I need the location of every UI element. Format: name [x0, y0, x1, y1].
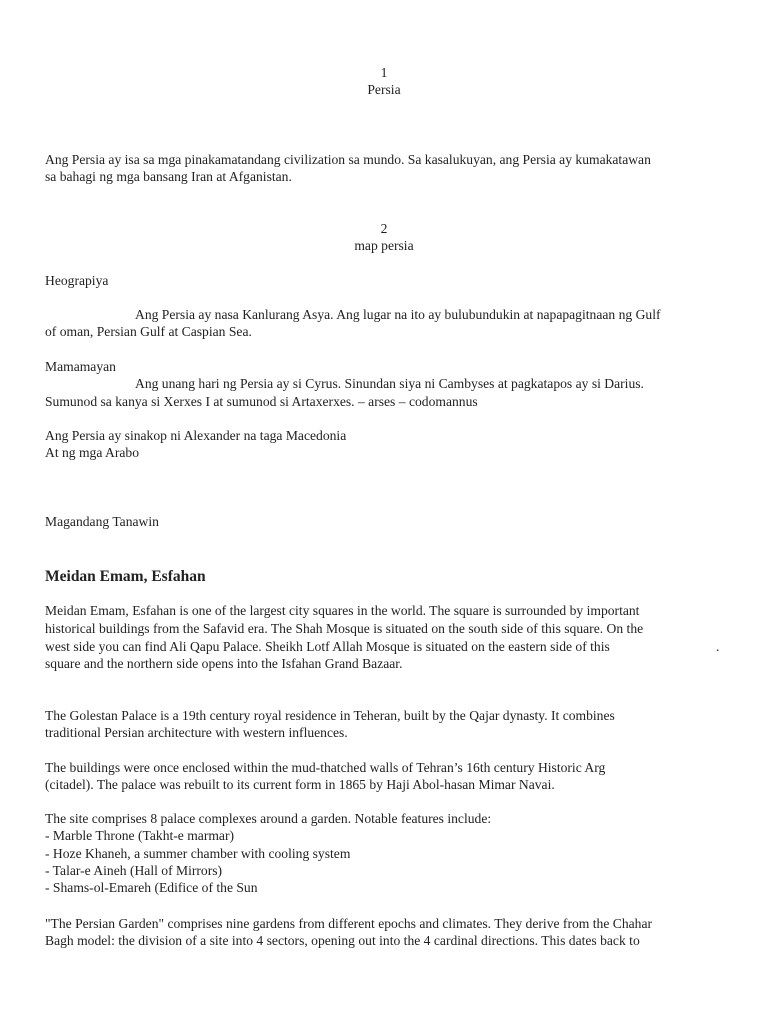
paragraph-line: traditional Persian architecture with western influences. [45, 725, 348, 740]
paragraph-line: sa bahagi ng mga bansang Iran at Afganistan. [45, 169, 292, 184]
paragraph-line: west side you can find Ali Qapu Palace. Sheikh Lotf Allah Mosque is situated on the eastern side of this [45, 639, 610, 654]
section-label: Mamamayan [45, 359, 116, 374]
paragraph-line: Ang Persia ay sinakop ni Alexander na taga Macedonia [45, 428, 347, 443]
list-item: - Talar-e Aineh (Hall of Mirrors) [45, 863, 223, 878]
paragraph-line: The site comprises 8 palace complexes around a garden. Notable features include: [45, 811, 492, 826]
paragraph-line: Ang unang hari ng Persia ay si Cyrus. Sinundan siya ni Cambyses at pagkatapos ay si Darius. [135, 376, 644, 391]
slide-number: 1 [380, 65, 388, 80]
paragraph-line: of oman, Persian Gulf at Caspian Sea. [45, 324, 252, 339]
paragraph-line: Meidan Emam, Esfahan is one of the largest city squares in the world. The square is surrounded by important [45, 603, 640, 618]
paragraph-line: The buildings were once enclosed within the mud-thatched walls of Tehran’s 16th century Historic Arg [45, 760, 606, 775]
paragraph-line: Bagh model: the division of a site into 4 sectors, opening out into the 4 cardinal directions. This dates back to [45, 933, 640, 948]
stray-period: . [716, 639, 720, 654]
list-item: - Hoze Khaneh, a summer chamber with cooling system [45, 846, 351, 861]
paragraph-line: The Golestan Palace is a 19th century royal residence in Teheran, built by the Qajar dynasty. It combines [45, 708, 615, 723]
slide-title: Persia [367, 82, 401, 97]
paragraph-line: square and the northern side opens into the Isfahan Grand Bazaar. [45, 656, 403, 671]
list-item: - Shams-ol-Emareh (Edifice of the Sun [45, 880, 258, 895]
paragraph-line: historical buildings from the Safavid era. The Shah Mosque is situated on the south side of this square. On the [45, 621, 644, 636]
paragraph-line: Sumunod sa kanya si Xerxes I at sumunod si Artaxerxes. – arses – codomannus [45, 394, 478, 409]
section-heading: Meidan Emam, Esfahan [45, 568, 206, 585]
paragraph-line: (citadel). The palace was rebuilt to its current form in 1865 by Haji Abol-hasan Mimar Navai. [45, 777, 555, 792]
section-label: Magandang Tanawin [45, 514, 159, 529]
list-item: - Marble Throne (Takht-e marmar) [45, 828, 235, 843]
paragraph-line: "The Persian Garden" comprises nine gardens from different epochs and climates. They derive from the Chahar [45, 916, 653, 931]
slide-title: map persia [354, 238, 414, 253]
section-label: Heograpiya [45, 273, 109, 288]
paragraph-line: Ang Persia ay isa sa mga pinakamatandang civilization sa mundo. Sa kasalukuyan, ang Persia ay kumakatawan [45, 152, 651, 167]
paragraph-line: Ang Persia ay nasa Kanlurang Asya. Ang lugar na ito ay bulubundukin at napapagitnaan ng Gulf [135, 307, 661, 322]
paragraph-line: At ng mga Arabo [45, 445, 140, 460]
slide-number: 2 [380, 221, 388, 236]
